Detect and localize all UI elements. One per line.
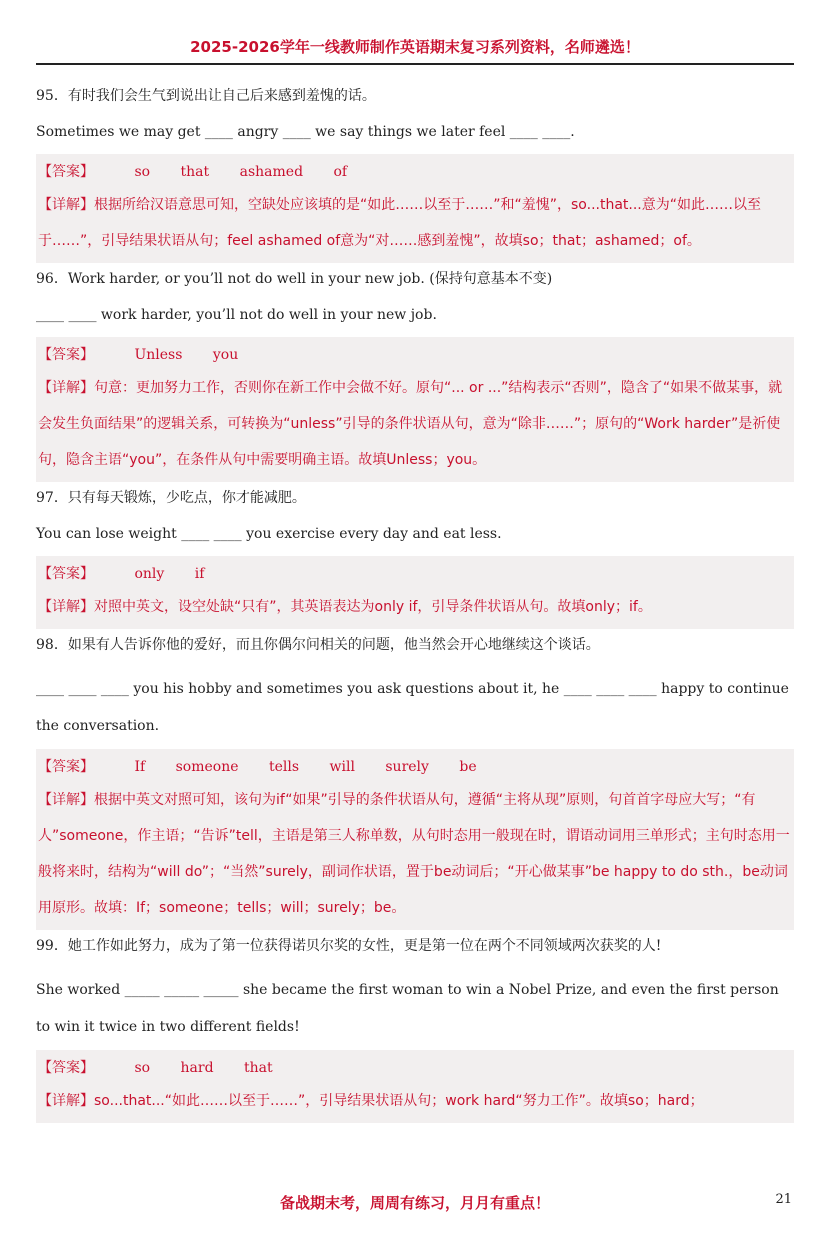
answer-word: so (134, 164, 151, 180)
explanation: 【详解】根据所给汉语意思可知，空缺处应该填的是“如此……以至于……”和“羞愧”，so...that...意为“如此……以至于……”，引导结果状语从句；feel ashamed of意为“对……感到羞愧”，故填so；that；ashamed；of。 (38, 197, 762, 249)
answer-word: ashamed (239, 164, 304, 180)
answer-word: If (134, 759, 146, 775)
answer-word: if (194, 566, 205, 582)
question-english: Sometimes we may get ____ angry ____ we say things we later feel ____ ____. (36, 124, 575, 140)
explanation: 【详解】so...that...“如此……以至于……”，引导结果状语从句；work hard“努力工作”。故填so；hard； (38, 1093, 704, 1109)
answer-line (38, 752, 790, 782)
question-english: ____ ____ work harder, you’ll not do well in your new job. (36, 307, 437, 323)
answer-label: 【答案】 (38, 759, 94, 775)
question-title: 98．如果有人告诉你他的爱好，而且你偶尔问相关的问题，他当然会开心地继续这个谈话。 (36, 637, 600, 653)
question-title: 95．有时我们会生气到说出让自己后来感到羞愧的话。 (36, 88, 376, 104)
answer-label: 【答案】 (38, 347, 94, 363)
question-english: You can lose weight ____ ____ you exercise every day and eat less. (36, 526, 502, 542)
header-title: 2025-2026学年一线教师制作英语期末复习系列资料，名师遴选！ (190, 38, 640, 56)
question-english: ____ ____ ____ you his hobby and sometimes you ask questions about it, he ____ ____ ____ happy to continue the conversation. (36, 681, 789, 734)
answer-line (38, 559, 790, 589)
answer-word: only (134, 566, 165, 582)
question-96 (36, 269, 794, 482)
question-97 (36, 488, 794, 629)
footer-slogan: 备战期末考，周周有练习，月月有重点！ (279, 1194, 550, 1212)
answer-label: 【答案】 (38, 1060, 94, 1076)
answer-box (36, 556, 794, 629)
answer-box (36, 1050, 794, 1123)
answer-word: so (134, 1060, 151, 1076)
answer-word: that (180, 164, 210, 180)
answer-box (36, 154, 794, 263)
answer-line (38, 340, 790, 370)
answer-word: hard (180, 1060, 214, 1076)
page-number: 21 (775, 1192, 792, 1207)
answer-word: be (459, 759, 477, 775)
answer-label: 【答案】 (38, 164, 94, 180)
question-english: She worked _____ _____ _____ she became the first woman to win a Nobel Prize, and even the first person to win it twice in two different fields! (36, 982, 779, 1035)
answer-word: surely (385, 759, 429, 775)
answer-word: of (333, 164, 348, 180)
question-title: 97．只有每天锻炼，少吃点，你才能减肥。 (36, 490, 306, 506)
question-title: 96．Work harder, or you’ll not do well in your new job. (保持句意基本不变) (36, 271, 553, 287)
answer-word: Unless (134, 347, 183, 363)
question-95 (36, 86, 794, 263)
question-98 (36, 635, 794, 930)
explanation: 【详解】根据中英文对照可知，该句为if“如果”引导的条件状语从句，遵循“主将从现”原则，句首首字母应大写；“有人”someone，作主语；“告诉”tell，主语是第三人称单数，从句时态用一般现在时，谓语动词用三单形式；主句时态用一般将来时，结构为“will do”；“当然”surely，副词作状语，置于be动词后；“开心做某事”be happy to do sth.，be动词用原形。故填：If；someone；tells；will；surely；be。 (38, 792, 790, 916)
question-list (36, 86, 794, 1129)
answer-label: 【答案】 (38, 566, 94, 582)
answer-word: someone (175, 759, 239, 775)
explanation: 【详解】句意：更加努力工作，否则你在新工作中会做不好。原句“... or ...”结构表示“否则”，隐含了“如果不做某事，就会发生负面结果”的逻辑关系，可转换为“unless”引导的条件状语从句，意为“除非……”；原句的“Work harder”是祈使句，隐含主语“you”，在条件从句中需要明确主语。故填Unless；you。 (38, 380, 783, 468)
answer-word: tells (268, 759, 300, 775)
question-99 (36, 936, 794, 1123)
explanation: 【详解】对照中英文，设空处缺“只有”，其英语表达为only if，引导条件状语从句。故填only；if。 (38, 599, 652, 615)
answer-word: will (329, 759, 355, 775)
page-header (36, 36, 794, 65)
answer-box (36, 749, 794, 930)
page-footer (36, 1192, 794, 1213)
answer-box (36, 337, 794, 482)
answer-word: you (212, 347, 239, 363)
question-title: 99．她工作如此努力，成为了第一位获得诺贝尔奖的女性，更是第一位在两个不同领域两次获奖的人! (36, 938, 662, 954)
answer-line (38, 1053, 790, 1083)
answer-word: that (244, 1060, 273, 1076)
answer-line (38, 157, 790, 187)
